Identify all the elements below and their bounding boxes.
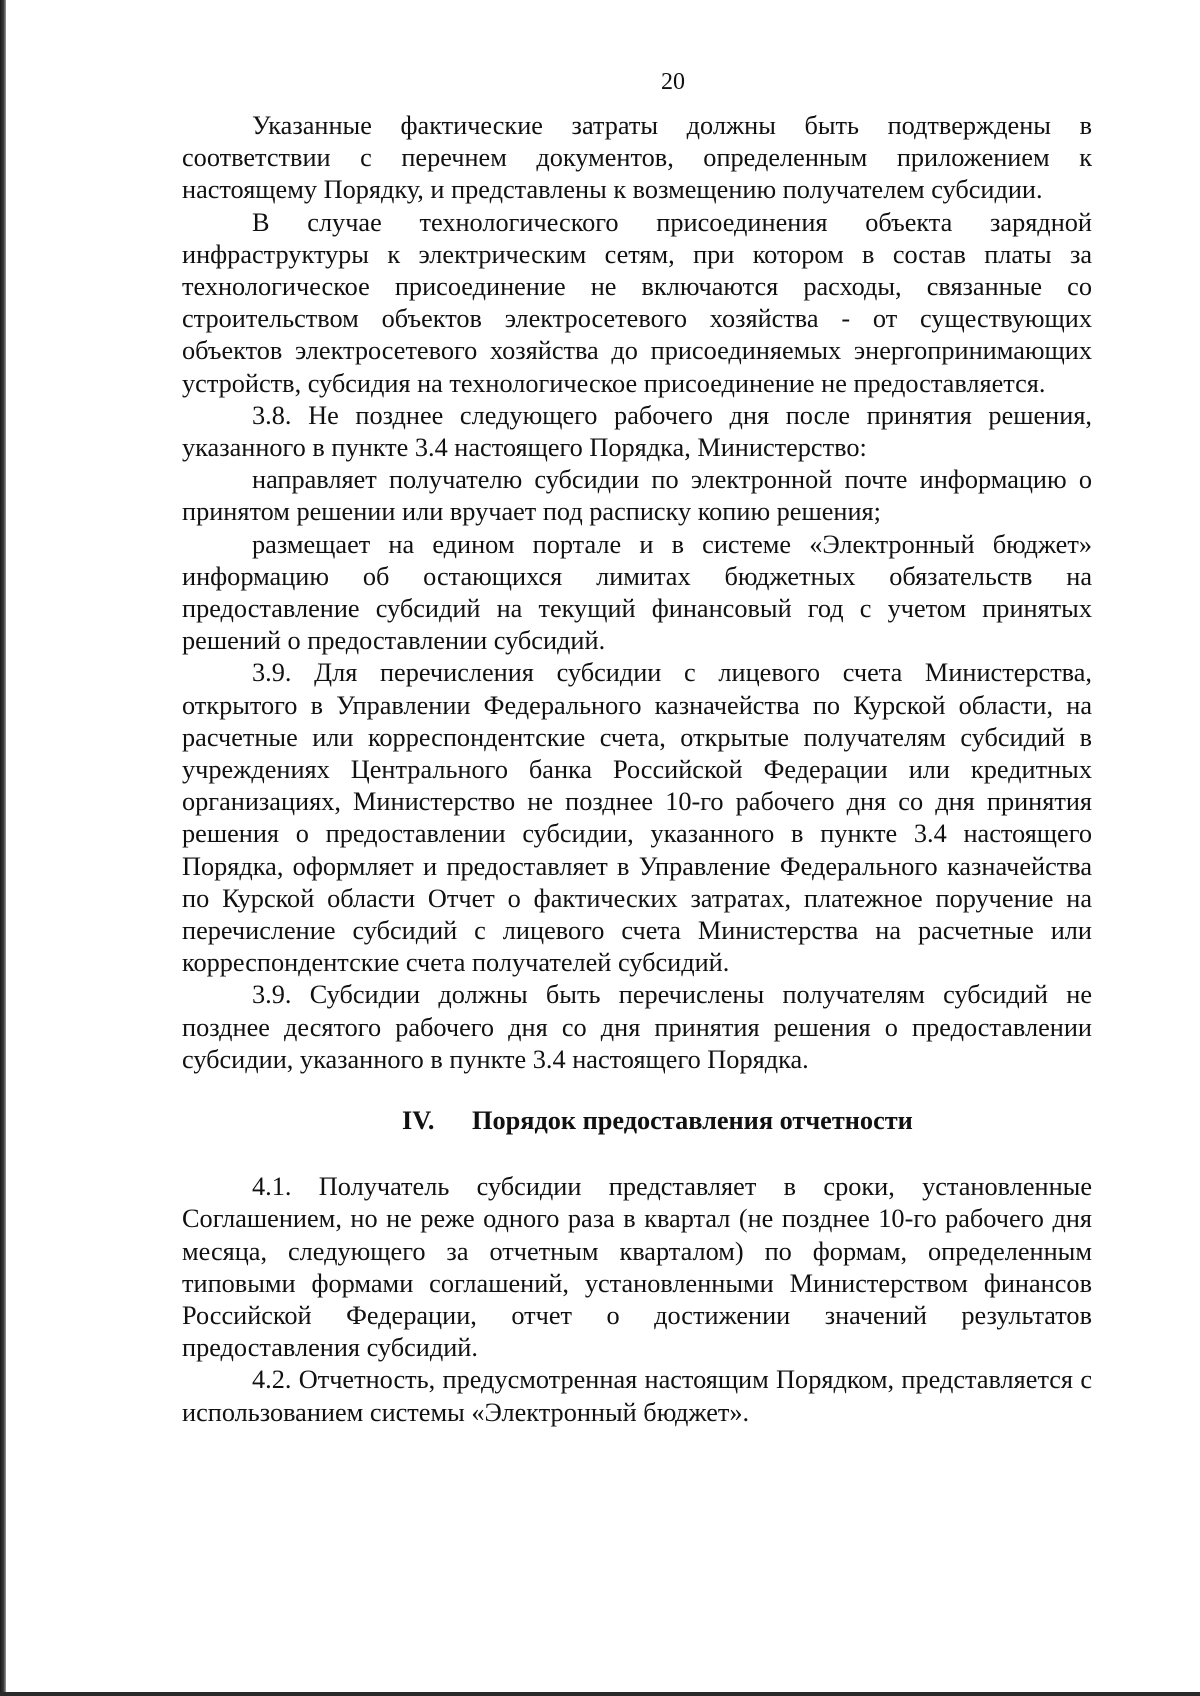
scan-edge-bottom — [0, 1692, 1200, 1696]
paragraph-3-8: 3.8. Не позднее следующего рабочего дня после принятия решения, указанного в пункте 3.4 настоящего Порядка, Министерство: — [182, 400, 1092, 463]
section-title: Порядок предоставления отчетности — [472, 1106, 913, 1136]
paragraph-notify-recipient: направляет получателю субсидии по электронной почте информацию о принятом решении или вручает под расписку копию решения; — [182, 465, 1092, 527]
section-heading — [182, 1105, 1092, 1137]
paragraph-actual-costs: Указанные фактические затраты должны быть подтверждены в соответствии с перечнем документов, определенным приложением к настоящему Порядку, и представлены к возмещению получателем субсидии. — [182, 111, 1092, 205]
document-body — [182, 110, 1092, 1429]
page-number: 20 — [661, 69, 685, 95]
paragraph-4-2: 4.2. Отчетность, предусмотренная настоящим Порядком, представляется с использованием системы «Электронный бюджет». — [182, 1365, 1092, 1427]
paragraph-4-1: 4.1. Получатель субсидии представляет в сроки, установленные Соглашением, но не реже одного раза в квартал (не позднее 10-го рабочего дня месяца, следующего за отчетным кварталом) по формам, определенным типовыми формами соглашений, установленными Министерством финансов Российской Федерации, отчет о достижении значений результатов предоставления субсидий. — [182, 1172, 1092, 1363]
paragraph-publish-limits: размещает на едином портале и в системе «Электронный бюджет» информацию об остающихся лимитах бюджетных обязательств на предоставление субсидий на текущий финансовый год с учетом принятых решений о предоставлении субсидий. — [182, 529, 1092, 656]
scan-edge-left — [0, 0, 6, 1696]
paragraph-grid-connection: В случае технологического присоединения объекта зарядной инфраструктуры к электрическим сетям, при котором в состав платы за технологическое присоединение не включаются расходы, связанные со строительством объектов электросетевого хозяйства - от существующих объектов электросетевого хозяйства до присоединяемых энергопринимающих устройств, субсидия на технологическое присоединение не предоставляется. — [182, 207, 1092, 398]
paragraph-3-9-transfer: 3.9. Для перечисления субсидии с лицевого счета Министерства, открытого в Управлении Федерального казначейства по Курской области, на расчетные или корреспондентские счета, открытые получателям субсидий в учреждениях Центрального банка Российской Федерации или кредитных организациях, Министерство не позднее 10-го рабочего дня со дня принятия решения о предоставлении субсидии, указанного в пункте 3.4 настоящего Порядка, оформляет и предоставляет в Управление Федерального казначейства по Курской области Отчет о фактических затратах, платежное поручение на перечисление субсидий с лицевого счета Министерства на расчетные или корреспондентские счета получателей субсидий. — [182, 658, 1092, 978]
section-number: IV. — [402, 1106, 435, 1136]
paragraph-3-9-deadline: 3.9. Субсидии должны быть перечислены получателям субсидий не позднее десятого рабочего дня со дня принятия решения о предоставлении субсидии, указанного в пункте 3.4 настоящего Порядка. — [182, 980, 1092, 1074]
